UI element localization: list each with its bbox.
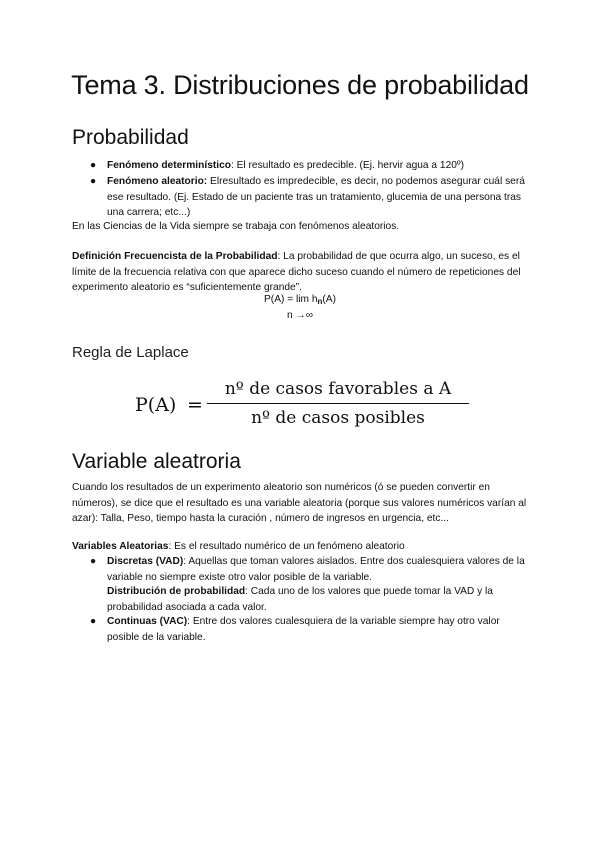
bullet-term: Fenómeno aleatorio: <box>107 176 208 187</box>
bullet-term: Continuas (VAC) <box>107 616 188 627</box>
va-term: Variables Aleatorias <box>72 541 169 552</box>
fraction-bar <box>207 403 469 404</box>
bullet-term: Discretas (VAD) <box>107 556 184 567</box>
bullet-desc: : El resultado es predecible. (Ej. hervir agua a 120º) <box>230 160 465 171</box>
limit-subscript: n <box>317 297 323 306</box>
bullet-term: Fenómeno determinístico <box>107 160 231 171</box>
bullet-dot: ● <box>90 176 97 187</box>
note-paragraph: En las Ciencias de la Vida siempre se trabaja con fenómenos aleatorios. <box>72 221 400 232</box>
bullet-text <box>107 174 530 221</box>
limit-text: P(A) = lim h <box>264 294 318 305</box>
page-title: Tema 3. Distribuciones de probabilidad <box>71 70 529 100</box>
formula-fraction <box>207 378 469 429</box>
laplace-formula <box>135 378 475 434</box>
distribution-text: : Cada uno de los valores que puede tomar la VAD y la probabilidad asociada a cada valor. <box>107 586 493 613</box>
distribution-term: Distribución de probabilidad <box>107 586 246 597</box>
definition-text: : La probabilidad de que ocurra algo, un suceso, es el límite de la frecuencia relativa con que aparece dicho suceso cuando el número de repeticiones del experimento aleatorio es “suficientemente grande”. <box>72 251 521 293</box>
va-paragraph <box>72 539 530 555</box>
bullet-desc: : Entre dos valores cualesquiera de la variable siempre hay otro valor posible de la variable. <box>107 616 500 643</box>
bullet-dot: ● <box>90 160 97 171</box>
bullet-desc: Elresultado es impredecible, es decir, no podemos asegurar cuál será ese resultado. (Ej. Estado de un paciente tras un tratamiento, glucemia de una persona tras una carrera; etc...) <box>107 176 525 218</box>
bullet-text <box>107 554 530 585</box>
intro-paragraph: Cuando los resultados de un experimento aleatorio son numéricos (ó se pueden convertir en números), se dice que el resultado es una variable aleatoria (porque sus valores numéricos varían al azar): Talla, Peso, tiempo hasta la curación , número de ingresos en urgencia, etc... <box>72 482 527 524</box>
section-heading-variable: Variable aleatroria <box>72 450 241 473</box>
limit-formula-line2: n →∞ <box>287 310 313 321</box>
bullet-text <box>107 614 530 645</box>
va-text: : Es el resultado numérico de un fenómeno aleatorio <box>168 541 405 552</box>
bullet-text <box>107 158 530 174</box>
limit-tail: (A) <box>322 294 336 305</box>
bullet-item <box>90 158 530 174</box>
definition-paragraph <box>72 249 530 296</box>
bullet-desc: : Aquellas que toman valores aislados. Entre dos cualesquiera valores de la variable no siempre existe otro valor posible de la variable. <box>107 556 525 583</box>
distribution-paragraph <box>107 584 527 615</box>
formula-lhs: P(A) <box>135 394 177 416</box>
section-heading-probabilidad: Probabilidad <box>72 126 189 149</box>
bullet-item <box>90 554 530 585</box>
bullet-item <box>90 614 530 645</box>
bullet-item <box>90 174 530 221</box>
bullet-dot: ● <box>90 556 97 567</box>
laplace-heading: Regla de Laplace <box>72 344 189 361</box>
formula-numerator: nº de casos favorables a A <box>224 379 452 399</box>
bullet-dot: ● <box>90 616 97 627</box>
definition-term: Definición Frecuencista de la Probabilidad <box>72 251 278 262</box>
formula-denominator: nº de casos posibles <box>251 408 425 428</box>
limit-formula-line1 <box>0 294 600 305</box>
formula-equals: = <box>187 394 203 416</box>
